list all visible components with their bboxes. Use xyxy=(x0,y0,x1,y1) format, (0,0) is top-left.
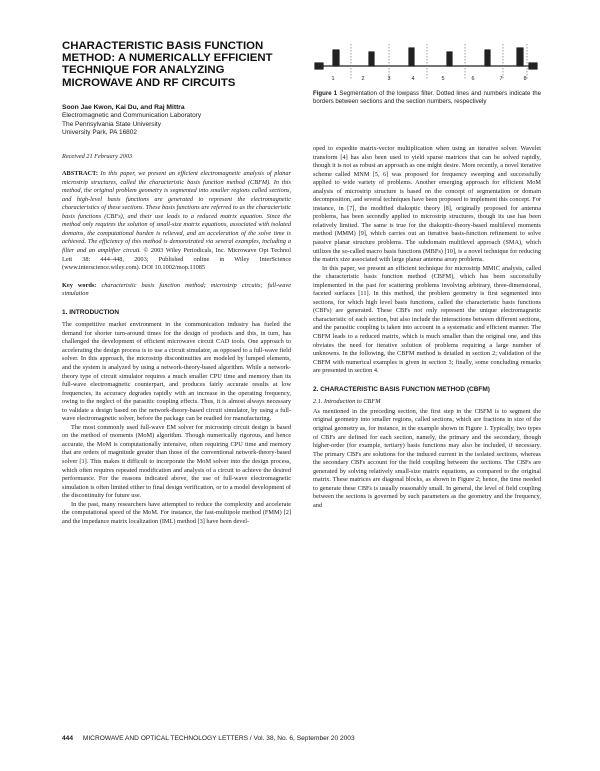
paragraph: oped to expedite matrix-vector multiplication when using an iterative solver. Wavelet transform [4] has also been used to yield sparse matrices that can be solved rapidly, though it is not as robust an approach as one might desire. More recently, a novel iterative scheme called MNM [5, 6] was proposed for frequency sweeping and successfully applied to wide variety of problems. Another emerging approach for efficient MoM analysis of microstrip structure is based on the concept of segmentation or domain decomposition, and several techniques have been proposed to implement this concept. For instance, in [7], the modified diakoptic theory [8], originally proposed for antenna problems, has been secondly applied to microstrip structures, though its use has been relatively limited. The same is true for the diakoptic-theory-based multilevel moments method (MMM) [9], which carries out an iterative basis-function refinement to solve passive planar structure problems. The subdomain multilevel approach (SMA), which utilizes the so-called macro basis functions (MBFs) [10], is a novel technique for reducing the matrix size associated with large planar antenna array problems. xyxy=(313,145,541,264)
journal-info: MICROWAVE AND OPTICAL TECHNOLOGY LETTERS / Vol. 38, No. 6, September 20 2003 xyxy=(82,735,355,742)
section-number: 5 xyxy=(441,76,445,82)
section-heading-cbfm: 2. CHARACTERISTIC BASIS FUNCTION METHOD (CBFM) xyxy=(313,385,490,393)
abstract-text: In this paper, we present an efficient electromagnetic analysis of planar microstrip structures, called the characteristic basis function method (CBFM). In this method, the original problem geometry is segmented into smaller regions called sections, and high-level basis functions are generated to represent the electromagnetic characteristics of these sections. These basis functions are referred to as the characteristic basis functions (CBFs), and their use leads to a reduced matrix equation. Since the method only requires the solution of small-size matrix equations, associated with isolated domains, the computational burden is relieved, and an acceleration of the solve time is achieved. The efficiency of this method is demonstrated via several examples, including a filter and an amplifier circuit. xyxy=(62,170,291,254)
paragraph: In this paper, we present an efficient technique for microstrip MMIC analysis, called the characteristic basis function method (CBFM), which has been successfully implemented in the past for scattering problems involving arbitrary, three-dimensional, faceted surfaces [11]. In this method, the problem geometry is first segmented into sections, for which high level basis functions, called the characteristic basis functions (CBFs) are generated. These CBFs not only represent the unique electromagnetic characteristic of each section, but also include the interactions between different sections, and the parasitic coupling is taken into account in a systematic and efficient manner. The CBFM leads to a reduced matrix, which is much smaller than the original one, and this obviates the need for iterative solution of problems requiring a large number of unknowns. In the following, the CBFM method is detailed in section 2; validation of the CBFM with numerical examples is given in section 3; finally, some concluding remarks are presented in section 4. xyxy=(313,264,541,375)
affiliation-line-2: The Pennsylvania State University xyxy=(62,120,161,128)
subsection-heading: 2.1. Introduction to CBFM xyxy=(313,398,381,406)
affiliation-line-3: University Park, PA 16802 xyxy=(62,129,138,137)
keywords-label: Key words: xyxy=(62,281,97,289)
section-number: 4 xyxy=(411,76,415,82)
section-number: 7 xyxy=(499,76,503,82)
figure-caption-text: Segmentation of the lowpass filter. Dotted lines and numbers indicate the borders between sections and the section numbers, respectively xyxy=(313,90,542,106)
abstract-label: ABSTRACT: xyxy=(62,170,98,178)
keywords-text: characteristic basis function method; microstrip circuits; full-wave simulation xyxy=(62,281,291,298)
page-number: 444 xyxy=(62,735,74,742)
paragraph: As mentioned in the preceding section, the first step in the CBFM is to segment the original geometry into smaller regions, called sections, which are fractions in size of the original geometry as, for instance, in the example shown in Figure 1. Typically, two types of CBFs are defined for each section, namely, the primary and the secondary, though higher-order (for example, tertiary) basis functions may also be included, if necessary. The primary CBFs are solutions for the induced current in the isolated sections, whereas the secondary CBFs account for the field coupling between the sections. The CBFs are generated by solving relatively small-size matrix equations, as compared to the original matrix. These matrices are diagonal blocks, as shown in Figure 2; hence, the time needed to generate these CBFs is usually reasonably small. In general, the level of field coupling between the sections is governed by such parameters as the geometry and the frequency, and xyxy=(313,407,541,509)
figure-label: Figure 1 xyxy=(313,90,338,97)
copyright-line: © 2003 Wiley Periodicals, Inc. Microwave Opt Technol Lett 38: 444–448, 2003; Published online in Wiley InterScience (www.interscience.wiley.com). DOI 10.1002/mop.11085 xyxy=(62,247,291,272)
section-number: 2 xyxy=(361,76,365,82)
abstract xyxy=(62,170,291,273)
article-title: CHARACTERISTIC BASIS FUNCTION METHOD: A NUMERICALLY EFFICIENT TECHNIQUE FOR ANALYZING MICROWAVE AND RF CIRCUITS xyxy=(62,40,273,89)
received-date: Received 21 February 2003 xyxy=(62,152,133,160)
section-number: 8 xyxy=(523,76,527,82)
section-number: 1 xyxy=(331,76,335,82)
affiliation-line-1: Electromagnetic and Communication Laboratory xyxy=(62,112,202,120)
page-footer xyxy=(62,735,542,742)
right-column xyxy=(313,145,541,510)
section-number: 3 xyxy=(387,76,391,82)
section-heading-introduction: 1. INTRODUCTION xyxy=(62,308,120,316)
section-number: 6 xyxy=(471,76,475,82)
figure-1-lowpass-filter xyxy=(313,40,541,92)
keywords xyxy=(62,282,291,299)
paragraph: The most commonly used full-wave EM solver for microstrip circuit design is based on the method of moments (MoM) algorithm. Though numerically rigorous, and hence accurate, the MoM is computationally intensive, often requiring CPU time and memory that are orders of magnitude greater than those of the conventional network-theory-based solver [1]. This makes it difficult to incorporate the MoM solver into the design process, which often requires repeated modification and analysis of a circuit to achieve the desired performance. For the reasons indicated above, the use of full-wave electromagnetic simulation is often limited either to final design verification, or to a model development of the discontinuity for future use. xyxy=(62,423,291,500)
left-column xyxy=(62,40,291,526)
paragraph: The competitive market environment in the communication industry has fueled the demand for shorter turn-around times for the design of products and this, in turn, has challenged the development of efficient microwave circuit CAD tools. One approach to accelerating the design process is to use a circuit simulator, as opposed to a full-wave field solver. In this approach, the microstrip discontinuities are modeled by lumped elements, and the system is analyzed by using a network-theory-based algorithm. While a network-theory type of circuit simulator requires a much smaller CPU time and memory than its full-wave electromagnetic counterpart, and produces fairly accurate results at low frequencies, its accuracy degrades rapidly with an increase in the operating frequency, owing to the neglect of the parasitic coupling effects. Thus, it is almost always necessary to validate a design based on the network-theory-based circuit simulator, by using a full-wave electromagnetic solver, before the package can be readied for manufacturing. xyxy=(62,321,291,423)
figure-1-caption xyxy=(313,90,541,107)
paragraph: In the past, many researchers have attempted to reduce the complexity and accelerate the computational speed of the MoM. For instance, the fast-multipole method (FMM) [2] and the impedance matrix localization (IML) method [3] have been devel- xyxy=(62,500,291,525)
authors: Soon Jae Kwon, Kai Du, and Raj Mittra xyxy=(62,103,185,111)
